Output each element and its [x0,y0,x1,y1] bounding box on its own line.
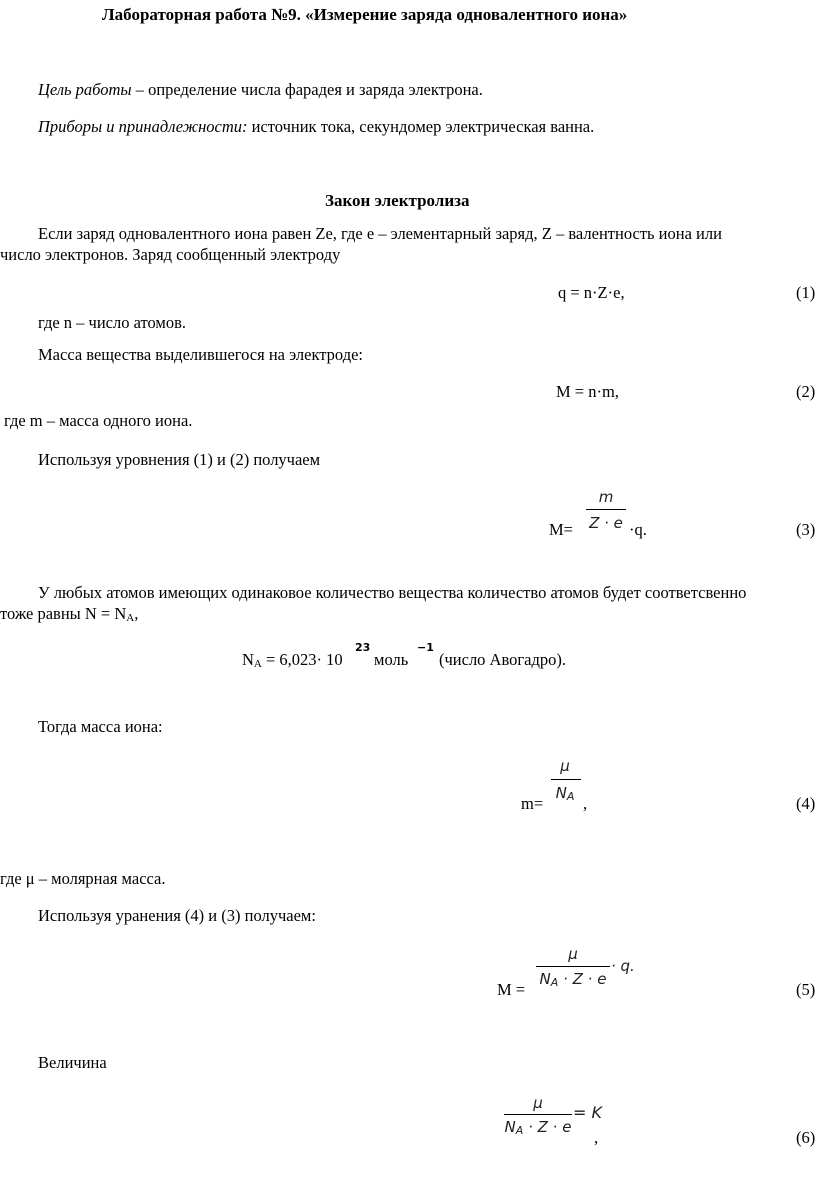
equation-3-lhs: M= [549,520,573,539]
equation-5-den-rest: · Z · e [558,970,607,988]
equation-5-fraction [534,945,612,995]
paragraph-2-subscript: A [126,612,135,624]
avogadro-n: N [242,650,254,669]
equation-4-denominator [549,784,581,803]
equation-6-tail: , [594,1128,599,1147]
avogadro-unit-exponent: −1 [417,641,434,654]
goal-text: – определение числа фарадея и заряда электрона. [131,80,483,99]
equation-3-denominator: Z · e [589,514,623,532]
then-mass-text: Тогда масса иона: [38,717,163,736]
avogadro-subscript: A [253,658,262,670]
paragraph-1-line-2: число электронов. Заряд сообщенный электроду [0,245,341,264]
equation-5-lhs: M = [497,980,526,999]
equation-3-tail: ·q. [629,520,647,539]
equation-1: q = n·Z·e, [558,283,625,302]
section-title: Закон электролиза [325,191,470,210]
equation-5-den-sub: A [550,976,559,989]
equation-6-number: (6) [796,1128,816,1147]
equation-3-number: (3) [796,520,816,539]
goal-label: Цель работы [38,80,132,99]
equation-6-numerator: μ [533,1094,543,1112]
using-43-text: Используя уранения (4) и (3) получаем: [38,906,316,925]
equation-3-fraction [584,488,628,538]
equation-6-den-rest: · Z · e [523,1118,572,1136]
avogadro-line [242,650,343,670]
equipment-line [38,117,594,137]
avogadro-unit: моль [374,650,409,669]
equation-3-numerator: m [598,488,614,506]
equation-6-den-n: N [504,1118,516,1136]
paragraph-2-comma: , [134,604,139,623]
equation-4-number: (4) [796,794,816,813]
equation-2: M = n·m, [556,382,619,401]
equation-5-tail: · q. [611,957,635,975]
equation-1-number: (1) [796,283,816,302]
equation-4-fraction [549,757,581,809]
avogadro-note: (число Авогадро). [439,650,567,669]
equation-6-den-sub: A [515,1124,524,1137]
avogadro-exponent: 23 [355,641,371,654]
mass-intro-text: Масса вещества выделившегося на электроде: [38,345,363,364]
equation-4-lhs: m= [521,794,544,813]
equation-6-denominator [503,1118,573,1137]
equation-6-fraction [503,1094,573,1144]
quantity-text: Величина [38,1053,107,1072]
where-m-text: где m – масса одного иона. [4,411,193,430]
equation-4-tail: , [583,794,588,813]
where-n-text: где n – число атомов. [38,313,187,332]
equation-6-fraction-bar [504,1114,572,1115]
equation-5-numerator: μ [568,945,578,963]
avogadro-value: = 6,023· 10 [261,650,343,669]
equation-5-den-n: N [539,970,551,988]
goal-line [38,80,483,100]
equation-4-numerator: μ [560,757,570,775]
page-title: Лабораторная работа №9. «Измерение заряда одновалентного иона» [102,5,628,24]
paragraph-2-text: тоже равны N = N [0,604,127,623]
equation-5-number: (5) [796,980,816,999]
equation-4-fraction-bar [551,779,581,780]
equation-5-denominator [534,970,612,989]
using-12-text: Используя уровнения (1) и (2) получаем [38,450,321,469]
paragraph-1-line-1: Если заряд одновалентного иона равен Ze, где e – элементарный заряд, Z – валентность иона или [38,224,722,243]
equation-5-fraction-bar [536,966,610,967]
where-mu-text: где μ – молярная масса. [0,869,166,888]
equation-6-rhs: = K [573,1103,602,1122]
equation-4-den-sub: A [566,790,575,803]
equipment-label: Приборы и принадлежности: [38,117,248,136]
paragraph-2-line-1: У любых атомов имеющих одинаковое количество вещества количество атомов будет соответсвенно [38,583,747,602]
equation-4-den-n: N [555,784,567,802]
equipment-text: источник тока, секундомер электрическая ванна. [247,117,595,136]
paragraph-2-line-2 [0,604,138,624]
equation-3-fraction-bar [586,509,626,510]
equation-2-number: (2) [796,382,816,401]
